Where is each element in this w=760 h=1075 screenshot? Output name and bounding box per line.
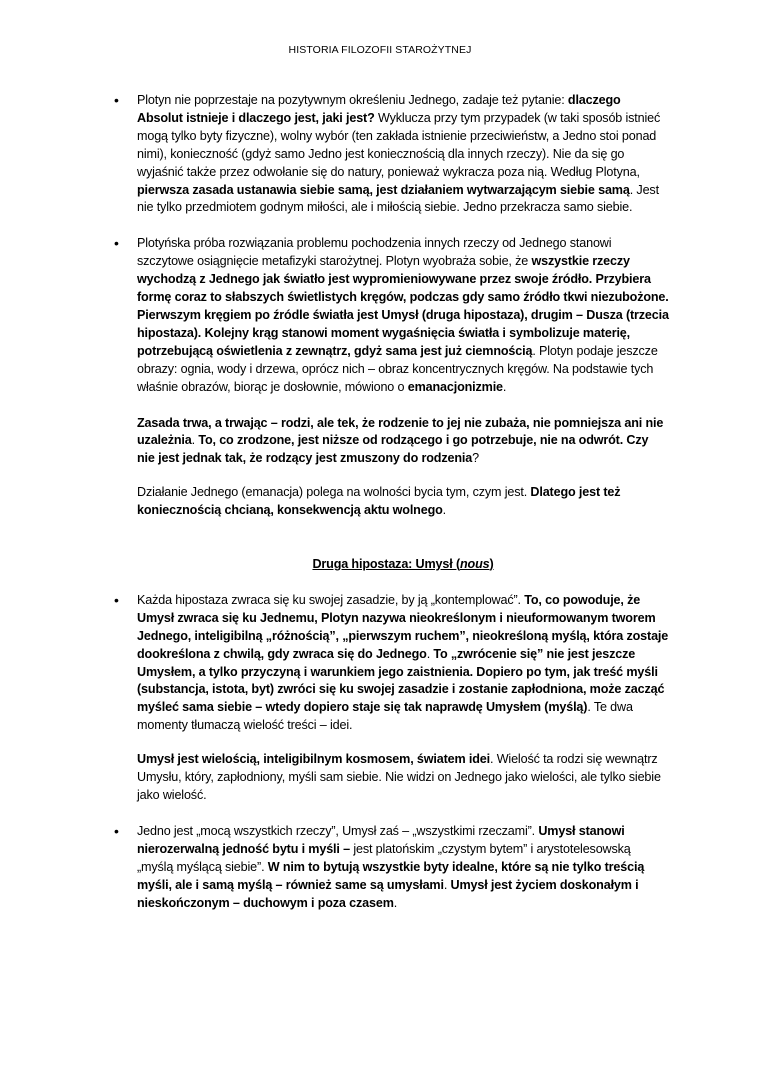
paragraph-action-of-one — [137, 484, 669, 520]
bullet-marker: • — [114, 235, 119, 252]
text-run: Każda hipostaza zwraca się ku swojej zasadzie, by ją „kontemplować”. — [137, 592, 525, 607]
text-run: Jedno jest „mocą wszystkich rzeczy”, Umysł zaś – „wszystkimi rzeczami”. — [137, 823, 539, 838]
text-run: . — [442, 503, 447, 518]
text-run: . — [443, 877, 451, 892]
bold-text-run: emanacjonizmie — [407, 379, 503, 394]
paragraph — [137, 92, 669, 217]
bold-text-run: Dlatego jest też koniecznością chcianą, konsekwencją aktu wolnego — [137, 485, 621, 518]
bullet-item-mind-unity — [114, 822, 669, 913]
heading-text-end: ) — [489, 557, 494, 572]
text-run: . — [502, 379, 507, 394]
text-run: . Jest nie tylko przedmiotem godnym miłości, ale i miłością siebie. Jedno przekracza samo siebie. — [137, 182, 659, 215]
paragraph — [137, 592, 669, 735]
bullet-marker: • — [114, 822, 119, 839]
heading-text: Druga hipostaza: Umysł ( — [312, 557, 461, 572]
text-run: . — [426, 646, 434, 661]
bold-text-run: pierwsza zasada ustanawia siebie samą, jest działaniem wytwarzającym siebie samą — [137, 182, 630, 197]
text-run: . Te dwa momenty tłumaczą wielość treści – idei. — [137, 700, 633, 733]
text-run: Plotyńska próba rozwiązania problemu pochodzenia innych rzeczy od Jednego stanowi szczytowe osiągnięcie metafizyki starożytnej. Plotyn wyobraża sobie, że — [137, 236, 612, 269]
text-run: . Wielość ta rodzi się wewnątrz Umysłu, który, zapłodniony, myśli sam siebie. Nie widzi on Jednego jako wielości, ale tylko siebie jako wielość. — [137, 752, 661, 802]
text-run: . Plotyn podaje jeszcze obrazy: ognia, wody i drzewa, oprócz nich – obraz koncentrycznych kręgów. Na podstawie tych właśnie obrazów, biorąc je dosłownie, mówiono o — [137, 343, 658, 394]
section-heading — [137, 556, 669, 574]
bold-text-run: Umysł jest życiem doskonałym i nieskończonym – duchowym i poza czasem — [137, 877, 639, 910]
bullet-marker: • — [114, 92, 119, 108]
paragraph — [137, 823, 669, 913]
text-run: Działanie Jednego (emanacja) polega na wolności bycia tym, czym jest. — [137, 485, 531, 500]
text-run: Plotyn nie poprzestaje na pozytywnym określeniu Jednego, zadaje też pytanie: — [137, 93, 568, 107]
bullet-item-emanation — [114, 235, 669, 396]
bold-text-run: Zasada trwa, a trwając – rodzi, ale tek, że rodzenie to jej nie zubaża, nie pomniejsza ani nie uzależnia — [137, 415, 664, 448]
bullet-item-absolute-question — [114, 92, 669, 217]
bullet-item-hypostasis — [114, 591, 669, 735]
heading-term: nous — [460, 557, 490, 572]
paragraph-principle-endures — [137, 415, 669, 469]
text-run: Wyklucza przy tym przypadek (w taki sposób istnieć mogą tylko byty fizyczne), wolny wybór (ten zakłada istnienie przeciwieństw, a Jedno stoi ponad nimi), konieczność (gdyż samo Jedno jest koniecznością dla innych rzeczy). Nie da się go wyjaśnić także przez odwołanie się do natury, ponieważ wykracza poza nią. Według Plotyna, — [137, 110, 661, 179]
text-run: . — [393, 895, 398, 910]
text-run: ? — [472, 451, 479, 466]
page-header: HISTORIA FILOZOFII STAROŻYTNEJ — [288, 44, 472, 56]
bold-text-run: To, co powoduje, że Umysł zwraca się ku Jednemu, Plotyn nazywa nieokreślonym i nieuformowanym tworem Jednego, inteligibilną „różnością”, „pierwszym ruchem”, nieokreśloną myślą, która zostaje dookreślona z chwilą, gdy zwraca się do Jednego — [137, 592, 669, 661]
text-run: jest platońskim „czystym bytem” i arystotelesowską „myślą myślącą siebie”. — [137, 841, 631, 874]
bold-text-run: wszystkie rzeczy wychodzą z Jednego jak światło jest wypromieniowywane przez swoje źródło. Przybiera formę coraz to słabszych świetlistych kręgów, podczas gdy samo źródło tkwi niezubożone. Pierwszym kręgiem po źródle światła jest Umysł (druga hipostaza), drugim – Dusza (trzecia hipostaza). Kolejny krąg stanowi moment wygaśnięcia światła i symbolizuje materię, potrzebującą oświetlenia z zewnątrz, gdyż sama jest już ciemnością — [137, 254, 669, 358]
paragraph — [137, 235, 669, 396]
document-body — [114, 92, 669, 912]
text-run: . — [191, 433, 199, 448]
bold-text-run: To „zwrócenie się” nie jest jeszcze Umysłem, a tylko przyczyną i warunkiem jego zaistnienia. Dopiero po tym, jak treść myśli (substancja, istota, byt) zwróci się ku swojej zasadzie i zostanie zapłodniona, może zacząć myśleć sama siebie – wtedy dopiero staje się tak naprawdę Umysłem (myślą) — [137, 646, 665, 715]
bullet-marker: • — [114, 591, 119, 608]
bold-text-run: Umysł stanowi nierozerwalną jedność bytu i myśli – — [137, 823, 625, 856]
bold-text-run: To, co zrodzone, jest niższe od rodzącego i go potrzebuje, nie na odwrót. Czy nie jest jednak tak, że rodzący jest zmuszony do rodzenia — [137, 433, 649, 466]
paragraph-mind-multiplicity — [137, 751, 669, 805]
bold-text-run: W nim to bytują wszystkie byty idealne, które są nie tylko treścią myśli, ale i samą myślą – również same są umysłami — [137, 859, 645, 892]
bold-text-run: Umysł jest wielością, inteligibilnym kosmosem, światem idei — [137, 752, 490, 767]
bold-text-run: dlaczego Absolut istnieje i dlaczego jest, jaki jest? — [137, 93, 621, 125]
